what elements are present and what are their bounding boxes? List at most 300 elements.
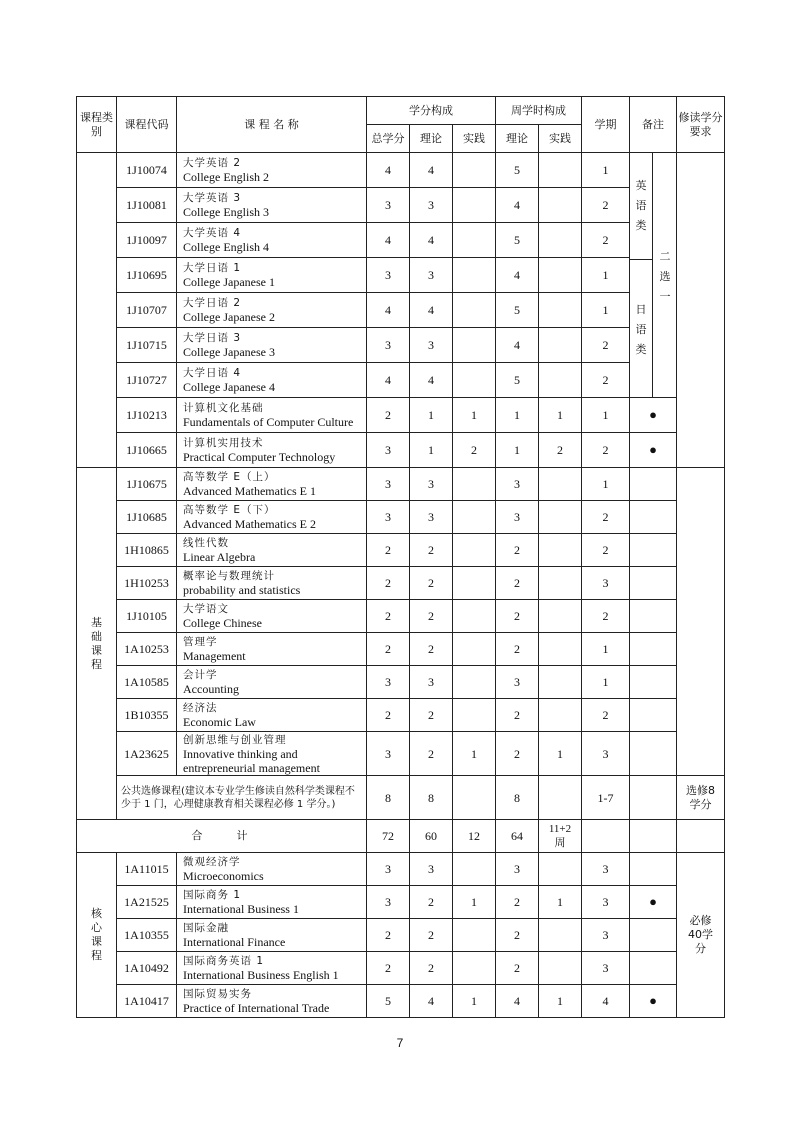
sum-term-blank xyxy=(582,820,630,853)
theory-hours: 1 xyxy=(496,398,539,433)
theory-credit: 2 xyxy=(410,534,453,567)
theory-credit: 3 xyxy=(410,468,453,501)
total-credit: 4 xyxy=(367,153,410,188)
basic-category-label xyxy=(77,468,117,820)
total-credit: 2 xyxy=(367,534,410,567)
course-name-cn: 国际贸易实务 xyxy=(183,988,252,1000)
total-credit: 2 xyxy=(367,398,410,433)
term: 2 xyxy=(582,223,630,258)
total-credit: 3 xyxy=(367,886,410,919)
total-credit: 2 xyxy=(367,919,410,952)
course-name-cn: 计算机文化基础 xyxy=(183,402,264,414)
remark-blank xyxy=(630,633,677,666)
term: 3 xyxy=(582,886,630,919)
total-credit: 4 xyxy=(367,293,410,328)
practice-hours xyxy=(539,666,582,699)
header-hours-theory: 理论 xyxy=(496,125,539,153)
term: 1 xyxy=(582,468,630,501)
theory-hours: 8 xyxy=(496,776,539,820)
table-row xyxy=(77,853,725,886)
theory-hours: 4 xyxy=(496,985,539,1018)
header-term: 学期 xyxy=(582,97,630,153)
table-row xyxy=(77,293,725,328)
choose-one-box xyxy=(653,153,677,398)
english-group-label: 英语类 xyxy=(635,179,647,232)
course-code: 1H10865 xyxy=(117,534,177,567)
course-name-cn: 大学日语 4 xyxy=(183,367,242,379)
remark-blank xyxy=(630,567,677,600)
practice-hours: 1 xyxy=(539,732,582,776)
term: 1 xyxy=(582,293,630,328)
course-name-en: International Business English 1 xyxy=(183,968,339,982)
theory-hours: 5 xyxy=(496,153,539,188)
header-category: 课程类别 xyxy=(77,97,117,153)
course-name xyxy=(177,188,367,223)
table-row xyxy=(77,633,725,666)
theory-hours: 5 xyxy=(496,363,539,398)
sum-theory-hours: 64 xyxy=(496,820,539,853)
course-name-cn: 微观经济学 xyxy=(183,856,241,868)
practice-hours xyxy=(539,501,582,534)
table-row xyxy=(77,258,725,293)
course-name xyxy=(177,919,367,952)
remark-blank xyxy=(630,699,677,732)
theory-credit: 3 xyxy=(410,188,453,223)
practice-credit xyxy=(453,223,496,258)
course-code: 1J10665 xyxy=(117,433,177,468)
course-name-cn: 创新思维与创业管理 xyxy=(183,733,287,746)
course-code: 1J10074 xyxy=(117,153,177,188)
practice-hours xyxy=(539,188,582,223)
course-name-en: College Japanese 2 xyxy=(183,310,275,324)
term: 1 xyxy=(582,153,630,188)
total-credit: 3 xyxy=(367,328,410,363)
table-row xyxy=(77,567,725,600)
remark-blank xyxy=(630,732,677,776)
course-name xyxy=(177,223,367,258)
theory-hours: 3 xyxy=(496,853,539,886)
course-name-en: Microeconomics xyxy=(183,869,264,883)
term: 1-7 xyxy=(582,776,630,820)
course-code: 1J10105 xyxy=(117,600,177,633)
total-credit: 3 xyxy=(367,188,410,223)
theory-hours: 2 xyxy=(496,732,539,776)
course-name xyxy=(177,468,367,501)
course-name xyxy=(177,501,367,534)
theory-hours: 4 xyxy=(496,188,539,223)
course-code: 1J10715 xyxy=(117,328,177,363)
japanese-group-box xyxy=(630,260,653,398)
course-name-cn: 会计学 xyxy=(183,669,218,681)
course-code: 1J10707 xyxy=(117,293,177,328)
course-name-cn: 管理学 xyxy=(183,636,218,648)
theory-hours: 4 xyxy=(496,328,539,363)
course-name xyxy=(177,886,367,919)
curriculum-table xyxy=(76,96,725,1018)
course-code: 1A10253 xyxy=(117,633,177,666)
remark-blank xyxy=(630,501,677,534)
header-practice: 实践 xyxy=(453,125,496,153)
sum-practice-hours: 11+2周 xyxy=(539,820,582,853)
table-row xyxy=(77,223,725,258)
table-row xyxy=(77,188,725,223)
theory-credit: 2 xyxy=(410,567,453,600)
theory-credit: 4 xyxy=(410,363,453,398)
course-name xyxy=(177,732,367,776)
remark-bullet xyxy=(630,919,677,952)
remark-bullet: ● xyxy=(630,985,677,1018)
course-name-cn: 大学日语 3 xyxy=(183,332,242,344)
term: 4 xyxy=(582,985,630,1018)
table-row xyxy=(77,328,725,363)
theory-hours: 2 xyxy=(496,886,539,919)
remark-blank xyxy=(630,666,677,699)
theory-hours: 2 xyxy=(496,952,539,985)
term: 2 xyxy=(582,188,630,223)
practice-hours xyxy=(539,919,582,952)
total-credit: 3 xyxy=(367,468,410,501)
remark-blank xyxy=(630,600,677,633)
practice-hours xyxy=(539,567,582,600)
practice-credit xyxy=(453,776,496,820)
header-total-credit: 总学分 xyxy=(367,125,410,153)
course-name-en: College English 4 xyxy=(183,240,269,254)
elective-requirement: 选修8学分 xyxy=(677,776,725,820)
term: 1 xyxy=(582,398,630,433)
practice-hours: 2 xyxy=(539,433,582,468)
course-code: 1A10585 xyxy=(117,666,177,699)
category-cell-blank xyxy=(77,153,117,468)
requirement-cell-blank xyxy=(677,153,725,468)
course-name xyxy=(177,985,367,1018)
page-number: 7 xyxy=(396,1036,404,1050)
practice-credit xyxy=(453,699,496,732)
table-row xyxy=(77,501,725,534)
theory-credit: 4 xyxy=(410,985,453,1018)
course-code: 1J10685 xyxy=(117,501,177,534)
core-category-label xyxy=(77,853,117,1018)
practice-hours xyxy=(539,363,582,398)
total-credit: 4 xyxy=(367,363,410,398)
sum-theory-credit: 60 xyxy=(410,820,453,853)
term: 2 xyxy=(582,433,630,468)
course-name-en: College Japanese 1 xyxy=(183,275,275,289)
course-name-cn: 大学语文 xyxy=(183,603,229,615)
remark-bullet: ● xyxy=(630,398,677,433)
theory-credit: 2 xyxy=(410,886,453,919)
theory-credit: 3 xyxy=(410,853,453,886)
practice-hours xyxy=(539,153,582,188)
term: 2 xyxy=(582,501,630,534)
table-row xyxy=(77,919,725,952)
course-name-en: College Japanese 4 xyxy=(183,380,275,394)
sum-remark-blank xyxy=(630,820,677,853)
remark-blank xyxy=(630,776,677,820)
course-name-cn: 高等数学 E（下） xyxy=(183,504,276,516)
course-code: 1A10492 xyxy=(117,952,177,985)
core-category-text: 核心课程 xyxy=(91,907,102,962)
practice-hours xyxy=(539,776,582,820)
practice-credit xyxy=(453,534,496,567)
course-code: 1A10417 xyxy=(117,985,177,1018)
table-row xyxy=(77,534,725,567)
japanese-group-label: 日语类 xyxy=(635,303,647,356)
course-name-cn: 计算机实用技术 xyxy=(183,437,264,449)
course-name-cn: 大学日语 2 xyxy=(183,297,242,309)
practice-credit: 2 xyxy=(453,433,496,468)
header-hours-group: 周学时构成 xyxy=(496,97,582,125)
theory-hours: 2 xyxy=(496,600,539,633)
course-name-en: Management xyxy=(183,649,246,663)
theory-hours: 2 xyxy=(496,919,539,952)
remark-bullet xyxy=(630,952,677,985)
total-credit: 3 xyxy=(367,853,410,886)
term: 1 xyxy=(582,258,630,293)
term: 2 xyxy=(582,699,630,732)
sum-practice-credit: 12 xyxy=(453,820,496,853)
theory-hours: 2 xyxy=(496,534,539,567)
course-code: 1J10213 xyxy=(117,398,177,433)
course-code: 1J10097 xyxy=(117,223,177,258)
table-row xyxy=(77,699,725,732)
theory-hours: 3 xyxy=(496,666,539,699)
course-name-cn: 大学英语 4 xyxy=(183,227,242,239)
theory-credit: 1 xyxy=(410,398,453,433)
practice-hours: 1 xyxy=(539,398,582,433)
practice-credit xyxy=(453,468,496,501)
total-credit: 3 xyxy=(367,433,410,468)
course-name-en: College Chinese xyxy=(183,616,262,630)
course-name-en: College English 2 xyxy=(183,170,269,184)
course-name-en: International Finance xyxy=(183,935,286,949)
course-name xyxy=(177,153,367,188)
practice-credit xyxy=(453,328,496,363)
table-row xyxy=(77,732,725,776)
term: 2 xyxy=(582,534,630,567)
table-row xyxy=(77,433,725,468)
header-hours-practice: 实践 xyxy=(539,125,582,153)
course-name-cn: 大学英语 3 xyxy=(183,192,242,204)
course-name-en: Practice of International Trade xyxy=(183,1001,330,1015)
remark-bullet xyxy=(630,853,677,886)
theory-hours: 3 xyxy=(496,501,539,534)
practice-credit xyxy=(453,258,496,293)
term: 1 xyxy=(582,666,630,699)
course-code: 1J10675 xyxy=(117,468,177,501)
practice-hours xyxy=(539,633,582,666)
practice-credit: 1 xyxy=(453,732,496,776)
course-name-en: Innovative thinking and entrepreneurial management xyxy=(183,746,320,775)
theory-credit: 3 xyxy=(410,258,453,293)
header-credit-group: 学分构成 xyxy=(367,97,496,125)
sum-requirement-blank xyxy=(677,820,725,853)
course-name-cn: 国际商务 1 xyxy=(183,889,242,901)
header-requirement: 修读学分要求 xyxy=(677,97,725,153)
header-code: 课程代码 xyxy=(117,97,177,153)
table-row xyxy=(77,952,725,985)
practice-credit xyxy=(453,293,496,328)
total-credit: 2 xyxy=(367,567,410,600)
practice-credit: 1 xyxy=(453,985,496,1018)
course-name xyxy=(177,293,367,328)
total-credit: 2 xyxy=(367,633,410,666)
theory-credit: 8 xyxy=(410,776,453,820)
theory-hours: 2 xyxy=(496,633,539,666)
practice-credit xyxy=(453,952,496,985)
language-note-cell xyxy=(630,153,677,398)
core-requirement: 必修40学分 xyxy=(677,853,725,1018)
practice-credit xyxy=(453,666,496,699)
total-credit: 2 xyxy=(367,952,410,985)
course-code: 1J10727 xyxy=(117,363,177,398)
header-remark: 备注 xyxy=(630,97,677,153)
practice-credit xyxy=(453,188,496,223)
practice-hours xyxy=(539,952,582,985)
practice-hours xyxy=(539,468,582,501)
course-name-cn: 大学英语 2 xyxy=(183,157,242,169)
practice-credit xyxy=(453,363,496,398)
term: 3 xyxy=(582,952,630,985)
course-name-en: Linear Algebra xyxy=(183,550,256,564)
practice-hours xyxy=(539,853,582,886)
theory-credit: 3 xyxy=(410,501,453,534)
table-row xyxy=(77,398,725,433)
theory-credit: 3 xyxy=(410,328,453,363)
theory-hours: 2 xyxy=(496,567,539,600)
total-credit: 2 xyxy=(367,600,410,633)
theory-hours: 2 xyxy=(496,699,539,732)
public-elective-text: 公共选修课程(建议本专业学生修读自然科学类课程不少于 1 门，心理健康教育相关课程必修 1 学分。) xyxy=(117,776,367,820)
theory-hours: 1 xyxy=(496,433,539,468)
theory-hours: 5 xyxy=(496,223,539,258)
course-code: 1A23625 xyxy=(117,732,177,776)
practice-credit xyxy=(453,853,496,886)
course-code: 1A21525 xyxy=(117,886,177,919)
practice-hours: 1 xyxy=(539,886,582,919)
theory-credit: 4 xyxy=(410,223,453,258)
theory-credit: 4 xyxy=(410,293,453,328)
total-credit: 8 xyxy=(367,776,410,820)
practice-credit: 1 xyxy=(453,398,496,433)
course-code: 1J10081 xyxy=(117,188,177,223)
total-credit: 5 xyxy=(367,985,410,1018)
theory-credit: 2 xyxy=(410,600,453,633)
course-name xyxy=(177,666,367,699)
theory-hours: 5 xyxy=(496,293,539,328)
practice-credit xyxy=(453,633,496,666)
curriculum-sheet xyxy=(76,96,724,1018)
course-code: 1A10355 xyxy=(117,919,177,952)
practice-hours xyxy=(539,258,582,293)
course-name-cn: 大学日语 1 xyxy=(183,262,242,274)
table-row xyxy=(77,468,725,501)
remark-bullet: ● xyxy=(630,433,677,468)
course-name-cn: 概率论与数理统计 xyxy=(183,570,275,582)
course-name-en: College Japanese 3 xyxy=(183,345,275,359)
term: 3 xyxy=(582,919,630,952)
course-name-en: Economic Law xyxy=(183,715,256,729)
theory-credit: 2 xyxy=(410,699,453,732)
total-credit: 4 xyxy=(367,223,410,258)
theory-credit: 4 xyxy=(410,153,453,188)
course-name-cn: 经济法 xyxy=(183,702,218,714)
header-theory: 理论 xyxy=(410,125,453,153)
total-credit: 2 xyxy=(367,699,410,732)
remark-blank xyxy=(630,534,677,567)
theory-hours: 3 xyxy=(496,468,539,501)
course-name xyxy=(177,567,367,600)
course-name xyxy=(177,952,367,985)
sum-total-credit: 72 xyxy=(367,820,410,853)
practice-credit xyxy=(453,919,496,952)
course-code: 1B10355 xyxy=(117,699,177,732)
practice-credit xyxy=(453,153,496,188)
theory-credit: 3 xyxy=(410,666,453,699)
practice-hours xyxy=(539,293,582,328)
table-row xyxy=(77,600,725,633)
course-code: 1J10695 xyxy=(117,258,177,293)
term: 1 xyxy=(582,633,630,666)
course-name-en: Practical Computer Technology xyxy=(183,450,336,464)
theory-hours: 4 xyxy=(496,258,539,293)
term: 2 xyxy=(582,328,630,363)
practice-hours xyxy=(539,600,582,633)
sum-row xyxy=(77,820,725,853)
course-name-cn: 高等数学 E（上） xyxy=(183,471,276,483)
theory-credit: 2 xyxy=(410,732,453,776)
practice-credit xyxy=(453,501,496,534)
table-row xyxy=(77,666,725,699)
remark-blank xyxy=(630,468,677,501)
course-name-en: College English 3 xyxy=(183,205,269,219)
term: 3 xyxy=(582,732,630,776)
course-name-cn: 国际商务英语 1 xyxy=(183,955,265,967)
course-name xyxy=(177,328,367,363)
term: 2 xyxy=(582,600,630,633)
course-name xyxy=(177,633,367,666)
term: 3 xyxy=(582,853,630,886)
header-name: 课 程 名 称 xyxy=(177,97,367,153)
course-name xyxy=(177,600,367,633)
total-credit: 3 xyxy=(367,501,410,534)
practice-hours: 1 xyxy=(539,985,582,1018)
practice-credit xyxy=(453,600,496,633)
practice-hours xyxy=(539,223,582,258)
course-code: 1A11015 xyxy=(117,853,177,886)
english-group-box xyxy=(630,153,653,260)
theory-credit: 2 xyxy=(410,952,453,985)
practice-credit xyxy=(453,567,496,600)
table-row xyxy=(77,886,725,919)
theory-credit: 2 xyxy=(410,919,453,952)
course-code: 1H10253 xyxy=(117,567,177,600)
course-name-cn: 国际金融 xyxy=(183,922,229,934)
course-name-en: Advanced Mathematics E 1 xyxy=(183,484,316,498)
public-elective-row xyxy=(77,776,725,820)
course-name xyxy=(177,363,367,398)
choose-one-label: 二选一 xyxy=(659,249,671,303)
practice-credit: 1 xyxy=(453,886,496,919)
table-row xyxy=(77,985,725,1018)
course-name-en: Accounting xyxy=(183,682,239,696)
remark-bullet: ● xyxy=(630,886,677,919)
practice-hours xyxy=(539,328,582,363)
table-row xyxy=(77,363,725,398)
requirement-cell-blank xyxy=(677,468,725,776)
term: 3 xyxy=(582,567,630,600)
course-name xyxy=(177,258,367,293)
course-name-en: International Business 1 xyxy=(183,902,299,916)
